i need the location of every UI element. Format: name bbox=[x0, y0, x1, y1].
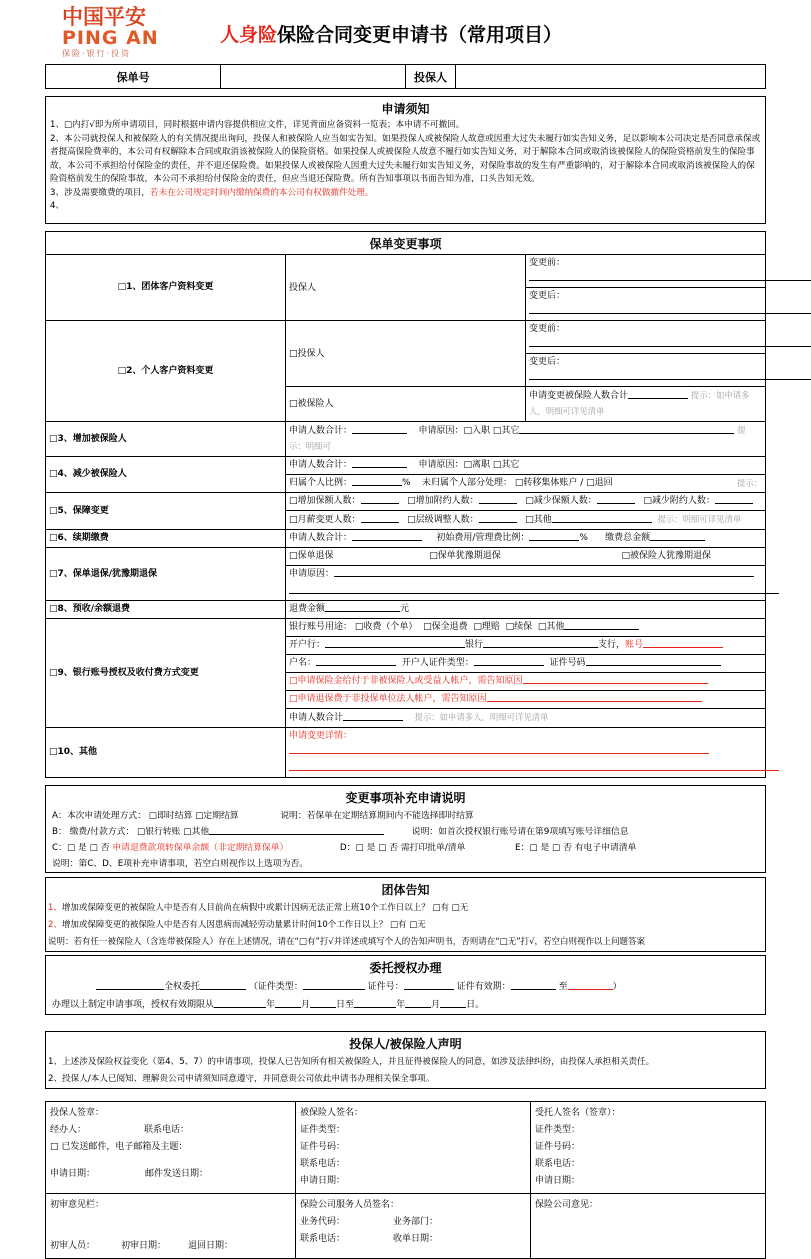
spacer-2 bbox=[0, 778, 811, 785]
opt-add-coverage[interactable]: □增加保额人数： bbox=[289, 496, 361, 506]
table-row-item9 bbox=[46, 619, 766, 637]
group-notice-title: 团体告知 bbox=[381, 883, 430, 897]
trustee-signature-label: 受托人签名（签章）： bbox=[535, 1108, 621, 1118]
label-count: 申请人数合计： bbox=[289, 426, 353, 436]
change-item-10-detail-line2[interactable] bbox=[286, 760, 766, 778]
review-date-label: 初审日期： bbox=[121, 1241, 167, 1251]
change-item-10-detail[interactable] bbox=[286, 728, 766, 761]
application-notice-box bbox=[45, 96, 766, 224]
label-d[interactable]: D：□ 是 □ 否 需打印批单/清单 bbox=[339, 843, 466, 853]
spacer-5 bbox=[0, 1015, 811, 1031]
logo-chinese-text: 中国平安 bbox=[62, 5, 146, 29]
opts-b[interactable]: □银行转账 □其他 bbox=[136, 827, 210, 837]
table-row-item3 bbox=[46, 422, 766, 457]
change-item-7-reason[interactable] bbox=[286, 566, 766, 584]
label-count: 申请人数合计： bbox=[289, 460, 353, 470]
email-sent-checkbox[interactable]: □ 已发送邮件，电子邮箱及主题： bbox=[50, 1142, 188, 1152]
declaration-box bbox=[45, 1031, 766, 1089]
label-c-red: 申请退费款项转保单余额（非定期结算保单） bbox=[112, 843, 289, 853]
page-title-red: 人身险 bbox=[220, 23, 278, 46]
label-branch: 支行， bbox=[598, 640, 626, 650]
label-id-type: 开户人证件类型： bbox=[401, 658, 474, 668]
change-item-9-bank[interactable] bbox=[286, 637, 766, 655]
label-after: 变更后： bbox=[529, 357, 566, 367]
business-dept-label: 业务部门： bbox=[393, 1217, 439, 1227]
label-reason: 申请原因： bbox=[289, 569, 335, 579]
label-total-amount: 缴费总金额 bbox=[605, 533, 651, 543]
opt-collect-fee[interactable]: □收费（个单） bbox=[354, 622, 418, 632]
entrust-line-2[interactable] bbox=[46, 996, 765, 1014]
change-item-9-total[interactable] bbox=[286, 709, 766, 728]
table-row-item6 bbox=[46, 530, 766, 548]
logo-tagline: 保险·银行·投资 bbox=[62, 49, 132, 58]
label-year-2: 年 bbox=[396, 1000, 406, 1010]
trustee-phone-label: 联系电话： bbox=[535, 1159, 581, 1169]
service-staff-signature-label: 保险公司服务人员签名： bbox=[300, 1200, 400, 1210]
col1-gap bbox=[50, 1156, 291, 1166]
change-item-9-name[interactable] bbox=[286, 655, 766, 673]
notice-line-1: 1、□内打√即为所申请项目，同时根据申请内容提供相应文件，详见背面应备资料一览表；本申请不可撤回。 bbox=[50, 120, 465, 130]
change-item-6-label[interactable]: □6、续期缴费 bbox=[46, 530, 286, 548]
label-fee-ratio: 初始费用/管理费比例： bbox=[436, 533, 530, 543]
table-row-item4 bbox=[46, 457, 766, 475]
review-col1-content bbox=[46, 1194, 295, 1258]
page-header bbox=[0, 0, 811, 62]
note-a: 说明：若保单在定期结算期间内不能选择即时结算 bbox=[280, 811, 474, 821]
change-item-6-body[interactable]: 申请人数合计： 初始费用/管理费比例： % 缴费总金额 bbox=[286, 530, 766, 548]
logo-english-text: PING AN bbox=[62, 27, 159, 49]
change-item-4-row2[interactable]: 归属个人比例： % 未归属个人部分处理： □转移集体账户 / □退回 提示： bbox=[286, 475, 766, 493]
supplementary-box bbox=[45, 785, 766, 873]
policy-no-input[interactable] bbox=[221, 65, 406, 89]
label-id-no: 证件号： bbox=[367, 982, 404, 992]
hint-text: 提示：如申请多人，明细可详见清单 bbox=[529, 390, 750, 416]
initial-review-label: 初审意见栏： bbox=[50, 1200, 105, 1210]
policy-no-label: 保单号 bbox=[46, 65, 221, 89]
return-date-label: 退回日期： bbox=[188, 1241, 234, 1251]
review-col3-content bbox=[531, 1194, 765, 1217]
opts-a[interactable]: □即时结算 □定期结算 bbox=[148, 811, 239, 821]
opt-policy-surrender[interactable]: □保单退保 bbox=[289, 551, 334, 561]
insured-phone-label: 联系电话： bbox=[300, 1159, 346, 1169]
change-item-7-options[interactable] bbox=[286, 548, 766, 566]
hint-text: 提示：明细可 bbox=[289, 425, 746, 451]
change-item-4-label[interactable]: □4、减少被保险人 bbox=[46, 457, 286, 493]
notice-line-2: 2、本公司就投保人和被保险人的有关情况提出询问，投保人和被保险人应当如实告知。如果投保人或被保险人故意或因重大过失未履行如实告知义务，足以影响本公司决定是否同意承保或者提高保险费率的，本公司有权解除本合同或取消该被保险人的保险资格。如果投保人或被保险人故意不履行如实告知义务，对于解除本合同或取消该被保险人的保险资格前发生的保险事故，本公司不承担给付保险金的责任，并不退还保险费。如果投保人或被保险人因重大过失未履行如实告知义务，对保险事故的发生有严重影响的，对于解除本合同或取消该被保险人的保险资格前发生的保险事故，本公司不承担给付保险金的责任，但应当退还保险费。所有告知事项以书面告知为准，口头告知无效。 bbox=[50, 133, 761, 184]
reviewer-label: 初审人员： bbox=[50, 1241, 96, 1251]
change-item-10-label[interactable]: □10、其他 bbox=[46, 728, 286, 778]
change-item-8-body[interactable] bbox=[286, 601, 766, 619]
notice-line-3-prefix: 3、涉及需要缴费的项目， bbox=[50, 187, 150, 198]
page-title-rest: 保险合同变更申请书（常用项目） bbox=[277, 23, 563, 46]
review-col-company[interactable] bbox=[531, 1194, 766, 1259]
entrust-title: 委托授权办理 bbox=[369, 961, 442, 975]
change-item-9-red1[interactable] bbox=[286, 673, 766, 691]
opt-cooling-off-surrender[interactable]: □保单犹豫期退保 bbox=[429, 551, 501, 561]
signature-col-trustee[interactable] bbox=[531, 1102, 766, 1194]
change-item-5-label[interactable]: □5、保障变更 bbox=[46, 493, 286, 530]
q2-text: 增加或保障变更的被保险人中是否有人因患病而减轻劳动量累计时间10个工作日以上？ □有 □无 bbox=[61, 920, 426, 930]
trustee-id-type-label: 证件类型： bbox=[535, 1125, 581, 1135]
apply-date-label: 申请日期： bbox=[50, 1169, 96, 1179]
label-id-validity: 证件有效期： bbox=[456, 982, 511, 992]
label-before: 变更前： bbox=[529, 258, 566, 268]
business-row bbox=[300, 1214, 526, 1231]
label-before: 变更前： bbox=[529, 324, 566, 334]
insured-id-type-label: 证件类型： bbox=[300, 1125, 346, 1135]
label-bank: 开户行： bbox=[289, 640, 326, 650]
change-item-5-row2[interactable] bbox=[286, 511, 766, 530]
supplementary-row-cde bbox=[46, 840, 765, 856]
change-item-1-after[interactable] bbox=[526, 288, 766, 321]
opt-refund[interactable]: □保全退费 bbox=[423, 622, 468, 632]
label-day-2: 日。 bbox=[466, 1000, 485, 1010]
q1-number: 1、 bbox=[48, 903, 62, 913]
change-item-1-before[interactable] bbox=[526, 255, 766, 288]
label-unassigned[interactable]: 未归属个人部分处理： □转移集体账户 / □退回 bbox=[422, 478, 613, 488]
date-row bbox=[50, 1166, 291, 1183]
q2-number: 2、 bbox=[48, 920, 62, 930]
note-b: 说明：如首次授权银行账号请在第9项填写账号详细信息 bbox=[411, 827, 629, 837]
initial-review-footer bbox=[50, 1238, 291, 1255]
supplementary-row-a bbox=[46, 808, 765, 824]
group-notice-q1[interactable] bbox=[46, 900, 765, 917]
opt-salary-change[interactable]: □月薪变更人数： bbox=[289, 515, 361, 525]
label-reason[interactable]: 申请原因：□离职 □其它 bbox=[418, 460, 520, 470]
label-account-name: 户名： bbox=[289, 658, 317, 668]
signature-col-policyholder[interactable] bbox=[46, 1102, 296, 1194]
opt-renewal[interactable]: □续保 bbox=[505, 622, 533, 632]
label-month: 月 bbox=[301, 1000, 311, 1010]
trustee-date-label: 申请日期： bbox=[535, 1176, 581, 1186]
insured-date-label: 申请日期： bbox=[300, 1176, 346, 1186]
policyholder-input[interactable] bbox=[456, 65, 766, 89]
label-full-authorization: 全权委托 bbox=[164, 982, 201, 992]
change-item-2-subject-insured[interactable]: □被保险人 bbox=[286, 387, 526, 422]
declaration-title: 投保人/被保险人声明 bbox=[349, 1037, 462, 1051]
change-item-4-row1[interactable] bbox=[286, 457, 766, 475]
label-refund-amount: 退费金额 bbox=[289, 604, 326, 614]
opt-refund-to-third-party[interactable]: □申请退保费于非投保单位法人帐户，需告知原因 bbox=[289, 694, 487, 704]
service-phone-label: 联系电话： bbox=[300, 1234, 346, 1244]
table-row-item8 bbox=[46, 601, 766, 619]
label-a: A：本次申请处理方式： bbox=[52, 811, 146, 821]
change-item-2-label[interactable]: □2、个人客户资料变更 bbox=[46, 321, 286, 422]
label-count: 申请人数合计： bbox=[289, 533, 353, 543]
declaration-line-2: 2、投保人/本人已阅知、理解贵公司申请须知同意遵守，并同意贵公司依此申请书办理相关保全事项。 bbox=[48, 1074, 435, 1084]
change-item-8-label[interactable]: □8、预收/余额退费 bbox=[46, 601, 286, 619]
email-date-label: 邮件发送日期： bbox=[145, 1169, 209, 1179]
label-account-usage: 银行账号用途： bbox=[289, 622, 353, 632]
change-item-3-body[interactable] bbox=[286, 422, 766, 457]
table-row-item10 bbox=[46, 728, 766, 761]
supplementary-row-b bbox=[46, 824, 765, 840]
hint-text: 提示：明细可详见清单 bbox=[657, 514, 742, 524]
opt-add-rider[interactable]: □增加附约人数： bbox=[407, 496, 479, 506]
initial-review-space[interactable] bbox=[50, 1214, 291, 1238]
q1-text: 增加或保障变更的被保险人中是否有人目前尚在病假中或累计因病无法正常上班10个工作日以上？ □有 □无 bbox=[61, 903, 469, 913]
opt-payment-to-third-party[interactable]: □申请保险金给付于非被保险人或受益人帐户，需告知原因 bbox=[289, 676, 523, 686]
label-id-type: （证件类型： bbox=[248, 982, 303, 992]
spacer-1 bbox=[0, 224, 811, 231]
label-close-paren: ） bbox=[612, 982, 622, 992]
change-item-9-label[interactable]: □9、银行账号授权及收付费方式变更 bbox=[46, 619, 286, 728]
label-to: 至 bbox=[558, 982, 568, 992]
table-row-item2 bbox=[46, 321, 766, 354]
page-title bbox=[220, 20, 562, 47]
change-item-2-before[interactable] bbox=[526, 321, 766, 354]
change-item-7-reason-line2[interactable] bbox=[286, 583, 766, 601]
policyholder-signature-label: 投保人签章： bbox=[50, 1108, 105, 1118]
policy-header-table bbox=[45, 64, 766, 89]
supplementary-title: 变更事项补充申请说明 bbox=[345, 791, 466, 805]
change-section-title: 保单变更事项 bbox=[46, 232, 766, 255]
label-total: 申请人数合计 bbox=[289, 713, 344, 723]
handler-phone-label: 联系电话： bbox=[144, 1125, 190, 1135]
hint-text: 提示： bbox=[736, 478, 762, 488]
notice-line-3-red: 若未在公司规定时间内缴纳保费的本公司有权做撤件处理。 bbox=[150, 187, 374, 198]
insured-id-no-label: 证件号码： bbox=[300, 1142, 346, 1152]
label-e[interactable]: E：□ 是 □ 否 有电子申请清单 bbox=[515, 843, 637, 853]
notice-title: 申请须知 bbox=[381, 102, 430, 116]
signature-col3-content bbox=[531, 1102, 765, 1193]
signature-col-insured[interactable] bbox=[296, 1102, 531, 1194]
label-year: 年 bbox=[266, 1000, 276, 1010]
label-change-detail: 申请变更详情： bbox=[289, 731, 353, 741]
change-item-9-usage[interactable] bbox=[286, 619, 766, 637]
handler-label: 经办人： bbox=[50, 1125, 87, 1135]
group-notice-box bbox=[45, 877, 766, 952]
table-row-signatures bbox=[46, 1102, 766, 1194]
opt-claim[interactable]: □理赔 bbox=[473, 622, 500, 632]
company-opinion-label: 保险公司意见： bbox=[535, 1200, 599, 1210]
label-day-to: 日至 bbox=[336, 1000, 355, 1010]
entrust-box bbox=[45, 955, 766, 1015]
label-account-no: 账号 bbox=[625, 640, 644, 650]
label-after: 变更后： bbox=[529, 291, 566, 301]
policy-change-table bbox=[45, 231, 766, 778]
pingan-logo bbox=[62, 6, 202, 60]
spacer-6 bbox=[0, 1089, 811, 1101]
change-item-2-total[interactable] bbox=[526, 387, 766, 422]
table-row-item7 bbox=[46, 548, 766, 566]
label-total: 申请变更被保险人数合计 bbox=[529, 391, 629, 401]
table-row-review bbox=[46, 1194, 766, 1259]
hint-text: 提示：如申请多人，明细可详见清单 bbox=[414, 712, 549, 722]
table-row-item1 bbox=[46, 255, 766, 288]
declaration-line-1: 1、上述涉及保险权益变化（第4、5、7）的申请事项，投保人已告知所有相关被保险人，并且征得被保险人的同意，如涉及法律纠纷，由投保人承担相关责任。 bbox=[48, 1057, 655, 1067]
label-unit: 元 bbox=[400, 604, 410, 614]
group-notice-note: 说明：若有任一被保险人（含连带被保险人）存在上述情况，请在“□有”打√并详述或填写个人的告知声明书，否则请在“□无”打√，若空白则视作以上问题答案 bbox=[48, 937, 646, 947]
review-col-service[interactable] bbox=[296, 1194, 531, 1259]
notice-line-3 bbox=[46, 187, 765, 201]
label-id-no: 证件号码 bbox=[549, 658, 586, 668]
review-col2-content bbox=[296, 1194, 530, 1251]
opt-reduce-rider[interactable]: □减少附约人数： bbox=[643, 496, 715, 506]
opt-other[interactable]: □其他 bbox=[525, 515, 552, 525]
handler-row bbox=[50, 1122, 291, 1139]
group-notice-q2[interactable] bbox=[46, 917, 765, 934]
signature-col2-content bbox=[296, 1102, 530, 1193]
change-item-2-subject-holder[interactable]: □投保人 bbox=[286, 321, 526, 387]
supplementary-footnote: 说明：第C、D、E项补充申请事项，若空白则视作以上选项为否。 bbox=[52, 859, 308, 869]
change-item-9-red2[interactable] bbox=[286, 691, 766, 709]
review-col-initial[interactable] bbox=[46, 1194, 296, 1259]
entrust-line-1[interactable] bbox=[46, 978, 765, 996]
change-item-3-label[interactable]: □3、增加被保险人 bbox=[46, 422, 286, 457]
change-item-1-label[interactable]: □1、团体客户资料变更 bbox=[46, 255, 286, 321]
insured-signature-label: 被保险人签名： bbox=[300, 1108, 364, 1118]
notice-line-4: 4、 bbox=[50, 201, 65, 211]
label-reason[interactable]: 申请原因：□入职 □其它 bbox=[418, 426, 520, 436]
signature-table bbox=[45, 1101, 766, 1259]
opt-other[interactable]: □其他 bbox=[537, 622, 565, 632]
change-item-1-subject: 投保人 bbox=[286, 255, 526, 321]
change-section-title-row bbox=[46, 232, 766, 255]
label-month-2: 月 bbox=[431, 1000, 441, 1010]
change-item-5-row1[interactable] bbox=[286, 493, 766, 511]
contact-row bbox=[300, 1231, 526, 1248]
opt-insured-cooling-off[interactable]: □被保险人犹豫期退保 bbox=[621, 551, 712, 561]
change-item-2-after[interactable] bbox=[526, 354, 766, 387]
label-authorization-period: 办理以上制定申请事项，授权有效期限从 bbox=[52, 1000, 215, 1010]
table-row bbox=[46, 65, 766, 89]
trustee-id-no-label: 证件号码： bbox=[535, 1142, 581, 1152]
table-row-item5 bbox=[46, 493, 766, 511]
label-c[interactable]: C：□ 是 □ 否 bbox=[52, 843, 110, 853]
label-b: B： 缴费/付款方式： bbox=[52, 827, 135, 837]
change-item-7-label[interactable]: □7、保单退保/犹豫期退保 bbox=[46, 548, 286, 601]
label-ratio: 归属个人比例： bbox=[289, 478, 353, 488]
business-code-label: 业务代码： bbox=[300, 1217, 346, 1227]
receive-date-label: 收单日期： bbox=[393, 1234, 439, 1244]
signature-col1-content bbox=[46, 1102, 295, 1186]
policyholder-label: 投保人 bbox=[406, 65, 456, 89]
opt-reduce-coverage[interactable]: □减少保额人数： bbox=[525, 496, 597, 506]
label-bank-mid: 银行 bbox=[465, 640, 484, 650]
opt-level-adjust[interactable]: □层级调整人数： bbox=[407, 515, 479, 525]
